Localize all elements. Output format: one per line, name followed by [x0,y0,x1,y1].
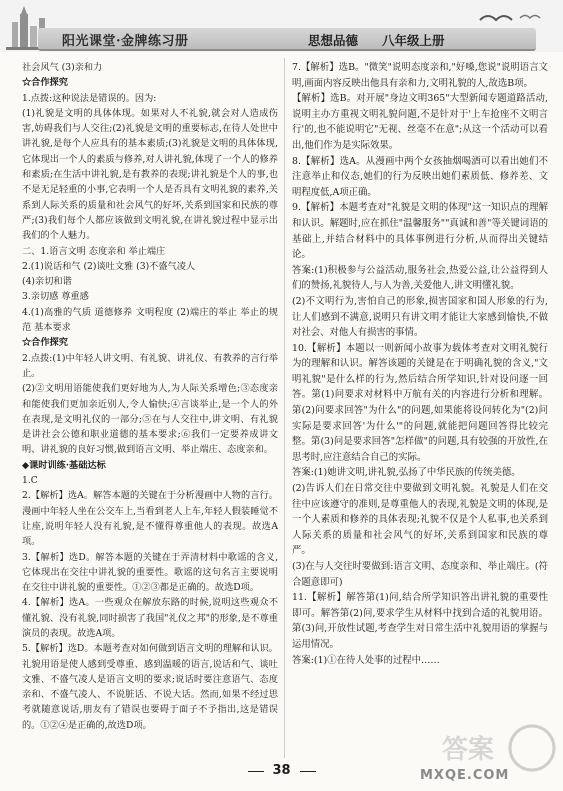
left-paragraph: 2.【解析】选A。解答本题的关键在于分析漫画中人物的言行。漫画中年轻人坐在公交车上,当看到老人上车,年轻人假装睡觉不让座,说明年轻人没有礼貌,是不懂得尊重他人的表现。故选A项。 [22,490,278,548]
left-section-heading: ☆合作探究 [22,337,68,349]
right-paragraph: (2)不文明行为,害怕自己的形象,损害国家和国人形象的行为,让人们感到不满意,说明只有讲文明才能让大家感到愉快,不做对社会、对他人有损害的事情。 [292,295,548,339]
left-paragraph: 4.【解析】选A。一些观众在解放东路的时候,说明这些观众不懂礼貌、没有礼貌,同时损害了我国"礼仪之邦"的形象,是不尊重演员的表现。故选A项。 [22,597,278,639]
left-paragraph: 2.(1)说话和气 (2)谈吐文雅 (3)不盛气凌人 [22,260,196,272]
subject-label: 思想品德 [308,33,359,48]
right-paragraph: 10.【解析】本题以一则新闻小故事为载体考查对文明礼貌行为的理解和认识。解答该题的关键是在于明确礼貌的含义,"文明礼貌"是什么样的行为,然后结合所学知识,针对设问逐一回答。第(1)问要求对材料中万航有关的内容进行分析和理解。第(2)问要求回答"为什么"的问题,如果能将设问转化为"(2)问实际是要求回答'为什么'"的问题,就能把问题回答得比较完整。第(3)问是要求回答"怎样做"的问题,具有较强的开放性,在思考时,应注意结合自己的实际。 [292,342,548,463]
left-paragraph: 2.点拨:(1)中年轻人讲文明、有礼貌、讲礼仪、有教养的言行举止。 [22,352,278,379]
left-section-heading: ☆合作探究 [22,77,68,89]
right-paragraph: 8.【解析】选A。从漫画中两个女孩抽烟喝酒可以看出她们不注意举止和仪态,她们的行为反映出她们素质低、修养差、文明程度低,A项正确。 [292,155,548,198]
right-paragraph: (2)告诉人们在日常交往中要做到文明礼貌。礼貌是人们在交往中应该遵守的准则,是尊重他人的表现,礼貌是文明的体现,是一个人素质和修养的具体表现;礼貌不仅是个人私事,也关系到人际关系的质量和社会风气的好坏,关系到国家和民族的尊严。 [292,483,548,557]
page-header [0,0,563,52]
column-divider [284,58,285,758]
book-title: 阳光课堂·金牌练习册 [62,34,189,49]
svg-text:答案: 答案 [442,735,495,765]
left-paragraph: 1.C [22,475,38,487]
left-paragraph: 社会风气 (3)亲和力 [22,62,103,73]
grade-label: 八年级上册 [382,33,445,48]
left-paragraph: 5.【解析】选D。本题考查对如何做到语言文明的理解和认识。礼貌用语是使人感到受尊重、感到温暖的语言,说话和气、谈吐文雅、不盛气凌人是语言文明的要求;说话时要注意语气、态度亲和、不盛气凌人、不说脏话、不说大话。然而,如果不经过思考就随意说话,朋友有了错误也要碍于面子不予指出,这是错误的。①②④是正确的,故选D项。 [22,643,278,731]
left-column [22,60,278,733]
right-paragraph: 9.【解析】本题考查对"礼貌是文明的体现"这一知识点的理解和认识。解题时,应在抓住"温馨服务""真诚和善"等关键词语的基础上,并结合材料中的具体事例进行分析,从而得出关键结论。 [292,202,548,261]
watermark-text: MXQE.COM [420,768,510,783]
right-paragraph: (3)在与人交往时要做到:语言文明、态度亲和、举止端庄。(符合题意即可) [292,561,548,588]
left-paragraph: 二、1.语言文明 态度亲和 举止端庄 [22,245,166,257]
left-paragraph: (2)②文明用语能使我们更好地为人,为人际关系增色;③态度亲和能使我们更加亲近别人,令人愉快;④言谈举止,是一个人的外在表现,是文明礼仪的一部分;⑤在与人交往中,讲文明、有礼貌是讲社会公德和职业道德的基本要求;⑥我们一定要养成讲文明、讲礼貌的良好习惯,做到语言文明、举止端庄、态度亲和。 [22,383,278,456]
right-paragraph: 答案:(1)①在待人处事的过程中…… [292,654,440,666]
left-paragraph: 4.(1)高雅的气质 道德修养 文明程度 (2)端庄的举止 举止的规范 基本要求 [22,306,278,334]
left-paragraph: (1)礼貌是文明的具体体现。如果对人不礼貌,就会对人造成伤害,妨碍我们与人交往;(2)礼貌是文明的重要标志,在待人处世中讲礼貌,是每个人应具有的基本素质;(3)礼貌是文明的具体体现,它体现出一个人的素质与修养,对人讲礼貌,体现了一个人的修养和素质;在生活中讲礼貌,是有教养的表现;讲礼貌是个人的事,也不是无足轻重的小事,它表明一个人是否具有文明礼貌的素养,关系到人际关系的质量和社会风气的好坏,关系到国家和民族的尊严;(3)我们每个人都应该做到文明礼貌,在讲礼貌过程中显示出我们的个人魅力。 [22,107,278,242]
birds-icon [478,8,548,30]
page-number: 38 [272,763,291,778]
right-column [292,60,548,668]
left-paragraph: (4)亲切和谐 [22,276,72,288]
left-paragraph: 1.点拨:这种说法是错误的。因为: [22,92,157,104]
right-paragraph: 7.【解析】选B。"微笑"说明态度亲和,"好嗓,您说"说明语言文明,画面内容反映出他具有亲和力,文明礼貌的人,故选B项。 [292,62,548,89]
left-paragraph: 3.【解析】选D。解答本题的关键在于弄清材料中歌谣的含义,它体现出在交往中讲礼貌的重要性。歌谣的这句名言主要说明在交往中讲礼貌的重要性。①②③都是正确的。故选D项。 [22,551,278,594]
left-paragraph: 3.亲切感 尊重感 [22,291,89,303]
page-number-rule-right [300,771,316,772]
right-paragraph: 答案:(1)积极参与公益活动,服务社会,热爱公益,让公益得到人们的赞扬,礼貌待人,与人为善,关爱他人,讲文明懂礼貌。 [292,264,548,292]
right-paragraph: 11.【解析】解答第(1)问,结合所学知识答出讲礼貌的重要性即可。解答第(2)问,要求学生从材料中找到合适的礼貌用语。第(3)问,开放性试题,考查学生对日常生活中礼貌用语的掌握与运用情况。 [292,592,548,650]
left-section-heading: ◆课时训练·基础达标 [22,459,106,471]
right-paragraph: 【解析】选B。对开展"身边文明365"大型新闻专题道路活动,说明主办方重视文明礼貌问题,不是针对于'上车抢座不文明言行'的,也不能说明它"无视、丝毫不在意";从这一个活动可以看出,他们作为是实际效果。 [292,93,548,151]
right-paragraph: 答案:(1)她讲文明,讲礼貌,弘扬了中华民族的传统美德。 [292,467,521,479]
